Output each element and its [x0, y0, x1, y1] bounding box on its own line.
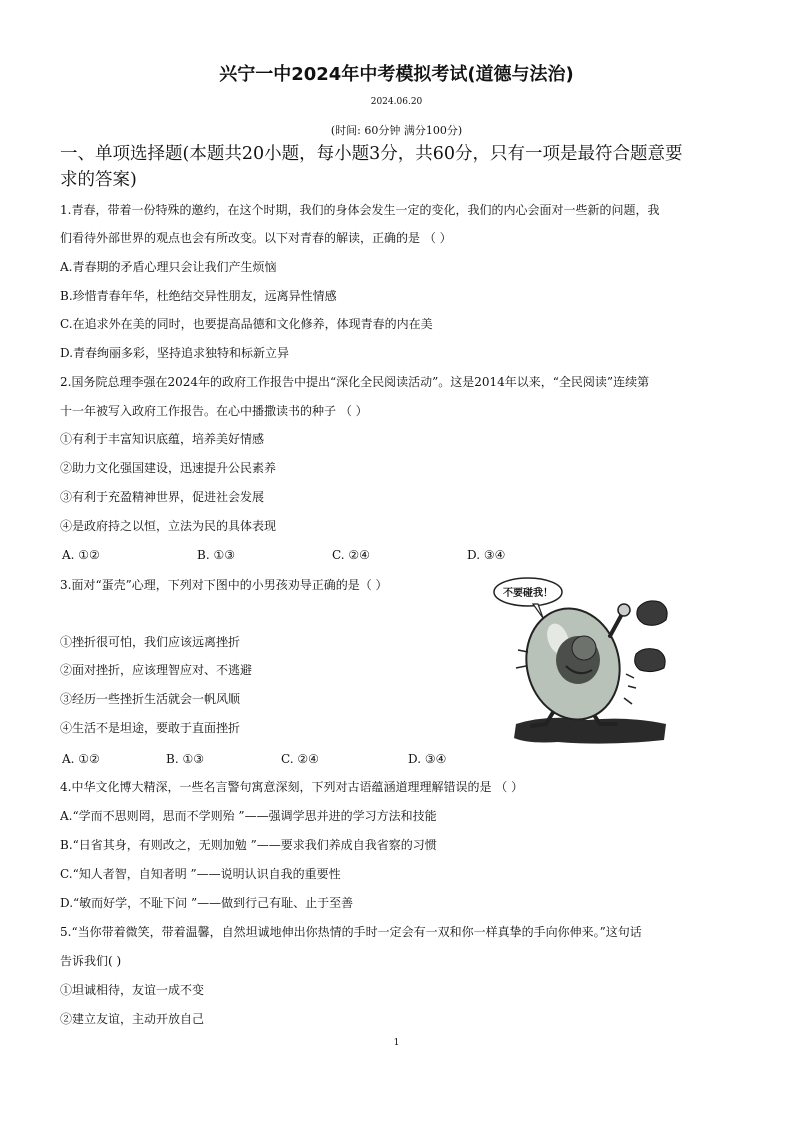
q1-option-a: A.青春期的矛盾心理只会让我们产生烦恼 [60, 260, 277, 274]
q3-statement-1: ①挫折很可怕，我们应该远离挫折 [60, 635, 241, 649]
speech-bubble-text: 不要碰我！ [503, 588, 553, 599]
q4-option-c: C.“知人者智，自知者明 ”——说明认识自我的重要性 [60, 867, 341, 881]
q2-statement-2: ②助力文化强国建设，迅速提升公民素养 [60, 461, 277, 475]
q2-option-d: D. ③④ [467, 548, 506, 562]
q1-option-b: B.珍惜青春年华，杜绝结交异性朋友，远离异性情感 [60, 289, 337, 303]
boy-head [572, 636, 596, 660]
ground-shadow [514, 718, 666, 744]
q2-option-a: A. ①② [62, 548, 100, 562]
q3-statement-2: ②面对挫折，应该理智应对、不逃避 [60, 663, 253, 677]
egg-boy-illustration [488, 574, 678, 749]
motion-marks [624, 674, 636, 704]
q4-option-d: D.“敏而好学，不耻下问 ”——做到行己有耻、止于至善 [60, 896, 354, 910]
q1-stem-line2: 们看待外部世界的观点也会有所改变。以下对青春的解读，正确的是 （ ） [60, 231, 452, 245]
q1-option-d: D.青春绚丽多彩，坚持追求独特和标新立异 [60, 346, 290, 360]
egg-raised-arm [610, 614, 622, 636]
q2-option-b: B. ①③ [197, 548, 235, 562]
section-heading [60, 141, 750, 193]
q2-stem-line1: 2.国务院总理李强在2024年的政府工作报告中提出“深化全民阅读活动”。这是2014年以来，“全民阅读”连续第 [60, 375, 650, 389]
rock-upper [637, 601, 667, 625]
q3-statement-3: ③经历一些挫折生活就会一帆风顺 [60, 692, 241, 706]
q2-statement-4: ④是政府持之以恒，立法为民的具体表现 [60, 519, 277, 533]
rock-lower [635, 649, 665, 672]
section-heading-line1: 一、单项选择题(本题共20小题，每小题3分，共60分，只有一项是最符合题意要 [60, 144, 683, 164]
q4-option-a: A.“学而不思则罔，思而不学则殆 ”——强调学思并进的学习方法和技能 [60, 809, 437, 823]
q1-stem-line1: 1.青春，带着一份特殊的邀约，在这个时期，我们的身体会发生一定的变化，我们的内心会面对一些新的问题，我 [60, 203, 660, 217]
q3-option-b: B. ①③ [166, 752, 204, 766]
egg-hand [618, 604, 630, 616]
q2-stem-line2: 十一年被写入政府工作报告。在心中播撒读书的种子 （ ） [60, 404, 368, 418]
q3-option-d: D. ③④ [408, 752, 447, 766]
q2-statement-3: ③有利于充盈精神世界，促进社会发展 [60, 490, 265, 504]
q3-statement-4: ④生活不是坦途，要敢于直面挫折 [60, 721, 241, 735]
speech-bubble-tail [533, 604, 543, 618]
q4-stem: 4.中华文化博大精深，一些名言警句寓意深刻，下列对古语蕴涵道理理解错误的是 （ ） [60, 780, 524, 794]
q3-stem: 3.面对“蛋壳”心理，下列对下图中的小男孩劝导正确的是（ ） [60, 578, 388, 592]
q1-option-c: C.在追求外在美的同时，也要提高品德和文化修养，体现青春的内在美 [60, 317, 433, 331]
q3-option-c: C. ②④ [281, 752, 319, 766]
q5-statement-2: ②建立友谊，主动开放自己 [60, 1012, 205, 1026]
q4-option-b: B.“日省其身，有则改之，无则加勉 ”——要求我们养成自我省察的习惯 [60, 838, 437, 852]
q2-option-c: C. ②④ [332, 548, 370, 562]
exam-title: 兴宁一中2024年中考模拟考试(道德与法治) [219, 64, 574, 85]
q5-stem-line1: 5.“当你带着微笑，带着温馨，自然坦诚地伸出你热情的手时一定会有一双和你一样真挚的手向你伸来。”这句话 [60, 925, 642, 939]
q2-statement-1: ①有利于丰富知识底蕴，培养美好情感 [60, 432, 265, 446]
q3-option-a: A. ①② [62, 752, 100, 766]
egg-boy-cartoon [488, 574, 678, 749]
page-number: 1 [393, 1038, 400, 1048]
section-heading-line2: 求的答案) [60, 170, 137, 190]
exam-date: 2024.06.20 [370, 97, 423, 107]
exam-time-info: (时间: 60分钟 满分100分) [330, 124, 463, 137]
q5-statement-1: ①坦诚相待，友谊一成不变 [60, 983, 205, 997]
q5-stem-line2: 告诉我们( ) [60, 954, 122, 968]
